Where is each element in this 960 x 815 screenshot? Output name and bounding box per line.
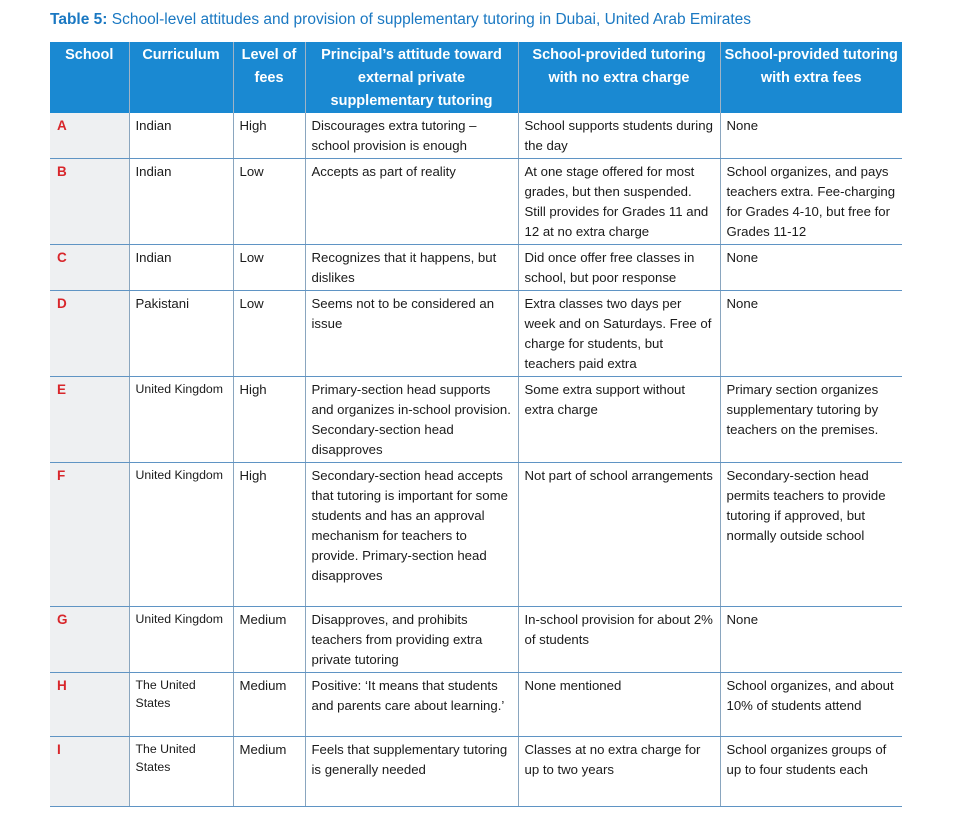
school-letter: C	[50, 245, 129, 291]
caption-label: Table 5:	[50, 11, 108, 28]
no-charge-cell: At one stage offered for most grades, but then suspended. Still provides for Grades 11 and 12 at no extra charge	[518, 159, 720, 245]
extra-fees-cell: None	[720, 291, 902, 377]
no-charge-cell: Extra classes two days per week and on Saturdays. Free of charge for students, but teachers paid extra	[518, 291, 720, 377]
fees-cell: High	[233, 377, 305, 463]
table-caption	[50, 11, 751, 29]
curriculum-cell: Pakistani	[129, 291, 233, 377]
curriculum-cell: The United States	[129, 737, 233, 807]
attitude-cell: Accepts as part of reality	[305, 159, 518, 245]
tutoring-table	[50, 42, 902, 807]
fees-cell: High	[233, 463, 305, 607]
header-curriculum: Curriculum	[129, 42, 233, 113]
school-letter: E	[50, 377, 129, 463]
no-charge-cell: Did once offer free classes in school, but poor response	[518, 245, 720, 291]
attitude-cell: Positive: ‘It means that students and parents care about learning.’	[305, 673, 518, 737]
no-charge-cell: Some extra support without extra charge	[518, 377, 720, 463]
header-extra-fees: School-provided tutoring with extra fees	[720, 42, 902, 113]
attitude-cell: Discourages extra tutoring – school provision is enough	[305, 113, 518, 159]
extra-fees-cell: School organizes, and pays teachers extra. Fee-charging for Grades 4-10, but free for Grades 11-12	[720, 159, 902, 245]
attitude-cell: Secondary-section head accepts that tutoring is important for some students and has an approval mechanism for teachers to provide. Primary-section head disapproves	[305, 463, 518, 607]
attitude-cell: Seems not to be considered an issue	[305, 291, 518, 377]
attitude-cell: Recognizes that it happens, but dislikes	[305, 245, 518, 291]
no-charge-cell: None mentioned	[518, 673, 720, 737]
table-row	[50, 737, 902, 807]
school-letter: D	[50, 291, 129, 377]
fees-cell: High	[233, 113, 305, 159]
header-fees: Level of fees	[233, 42, 305, 113]
no-charge-cell: School supports students during the day	[518, 113, 720, 159]
curriculum-cell: United Kingdom	[129, 463, 233, 607]
school-letter: A	[50, 113, 129, 159]
fees-cell: Low	[233, 159, 305, 245]
fees-cell: Low	[233, 291, 305, 377]
no-charge-cell: In-school provision for about 2% of students	[518, 607, 720, 673]
curriculum-cell: United Kingdom	[129, 377, 233, 463]
header-no-charge: School-provided tutoring with no extra charge	[518, 42, 720, 113]
school-letter: G	[50, 607, 129, 673]
table-row	[50, 245, 902, 291]
school-letter: H	[50, 673, 129, 737]
no-charge-cell: Classes at no extra charge for up to two years	[518, 737, 720, 807]
table-row	[50, 607, 902, 673]
fees-cell: Low	[233, 245, 305, 291]
table-row	[50, 673, 902, 737]
school-letter: F	[50, 463, 129, 607]
table-row	[50, 159, 902, 245]
school-letter: B	[50, 159, 129, 245]
curriculum-cell: The United States	[129, 673, 233, 737]
header-attitude: Principal’s attitude toward external private supplementary tutoring	[305, 42, 518, 113]
attitude-cell: Primary-section head supports and organizes in-school provision. Secondary-section head disapproves	[305, 377, 518, 463]
header-school: School	[50, 42, 129, 113]
fees-cell: Medium	[233, 737, 305, 807]
no-charge-cell: Not part of school arrangements	[518, 463, 720, 607]
attitude-cell: Feels that supplementary tutoring is generally needed	[305, 737, 518, 807]
caption-text: School-level attitudes and provision of supplementary tutoring in Dubai, United Arab Emirates	[111, 11, 752, 28]
fees-cell: Medium	[233, 673, 305, 737]
fees-cell: Medium	[233, 607, 305, 673]
table-row	[50, 377, 902, 463]
curriculum-cell: Indian	[129, 245, 233, 291]
table-header-row	[50, 42, 902, 113]
extra-fees-cell: None	[720, 607, 902, 673]
extra-fees-cell: Primary section organizes supplementary tutoring by teachers on the premises.	[720, 377, 902, 463]
table-row	[50, 463, 902, 607]
extra-fees-cell: School organizes, and about 10% of students attend	[720, 673, 902, 737]
extra-fees-cell: None	[720, 245, 902, 291]
extra-fees-cell: None	[720, 113, 902, 159]
attitude-cell: Disapproves, and prohibits teachers from providing extra private tutoring	[305, 607, 518, 673]
table-row	[50, 113, 902, 159]
extra-fees-cell: School organizes groups of up to four students each	[720, 737, 902, 807]
extra-fees-cell: Secondary-section head permits teachers to provide tutoring if approved, but normally outside school	[720, 463, 902, 607]
curriculum-cell: Indian	[129, 113, 233, 159]
school-letter: I	[50, 737, 129, 807]
curriculum-cell: United Kingdom	[129, 607, 233, 673]
curriculum-cell: Indian	[129, 159, 233, 245]
table-row	[50, 291, 902, 377]
